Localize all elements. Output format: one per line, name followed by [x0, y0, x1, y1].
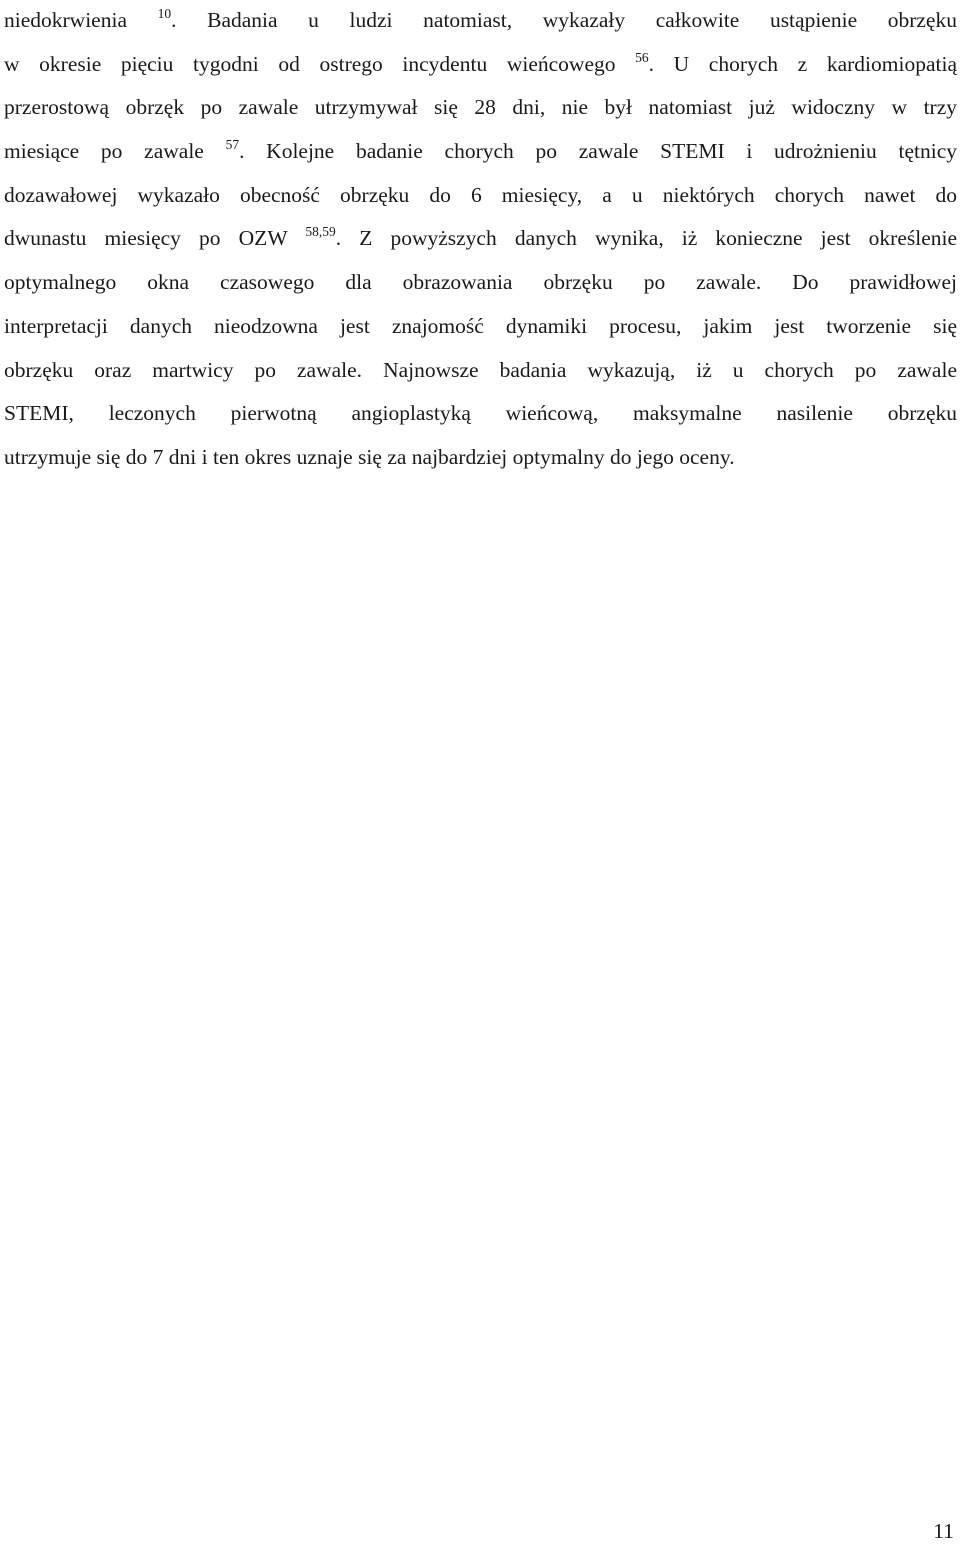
text-line [4, 393, 957, 437]
text-run: optymalnego okna czasowego dla obrazowania obrzęku po zawale. Do prawidłowej [4, 270, 957, 295]
text-run: . Badania u ludzi natomiast, wykazały całkowite ustąpienie obrzęku [171, 8, 957, 32]
text-run: w okresie pięciu tygodni od ostrego incydentu wieńcowego [4, 51, 636, 76]
text-line [4, 306, 957, 350]
text-run: utrzymuje się do 7 dni i ten okres uznaje się za najbardziej optymalny do jego oceny. [4, 444, 735, 469]
text-run: . U chorych z kardiomiopatią [648, 51, 957, 76]
text-line [4, 87, 957, 131]
citation-reference: 58,59 [305, 224, 336, 240]
text-run: miesiące po zawale [4, 139, 226, 164]
citation-reference: 57 [225, 137, 240, 153]
text-run: obrzęku oraz martwicy po zawale. Najnowsze badania wykazują, iż u chorych po zawale [4, 357, 957, 382]
text-line [4, 0, 957, 44]
text-line [4, 131, 957, 175]
body-paragraph [4, 0, 957, 481]
text-run: dwunastu miesięcy po OZW [4, 226, 306, 251]
citation-reference: 10 [157, 6, 172, 21]
text-line [4, 262, 957, 306]
text-run: przerostową obrzęk po zawale utrzymywał się 28 dni, nie był natomiast już widoczny w trzy [4, 95, 957, 120]
text-run: STEMI, leczonych pierwotną angioplastyką wieńcową, maksymalne nasilenie obrzęku [4, 401, 957, 426]
text-run: dozawałowej wykazało obecność obrzęku do 6 miesięcy, a u niektórych chorych nawet do [4, 182, 957, 207]
text-line [4, 218, 957, 262]
text-run: niedokrwienia [4, 8, 158, 32]
citation-reference: 56 [635, 49, 649, 65]
text-run: . Z powyższych danych wynika, iż konieczne jest określenie [335, 226, 958, 251]
text-run: . Kolejne badanie chorych po zawale STEMI i udrożnieniu tętnicy [239, 139, 957, 164]
text-line [4, 175, 957, 219]
text-line [4, 437, 957, 481]
page-number: 11 [933, 1519, 954, 1543]
text-line [4, 44, 957, 88]
text-run: interpretacji danych nieodzowna jest znajomość dynamiki procesu, jakim jest tworzenie się [4, 313, 957, 338]
text-line [4, 350, 957, 394]
